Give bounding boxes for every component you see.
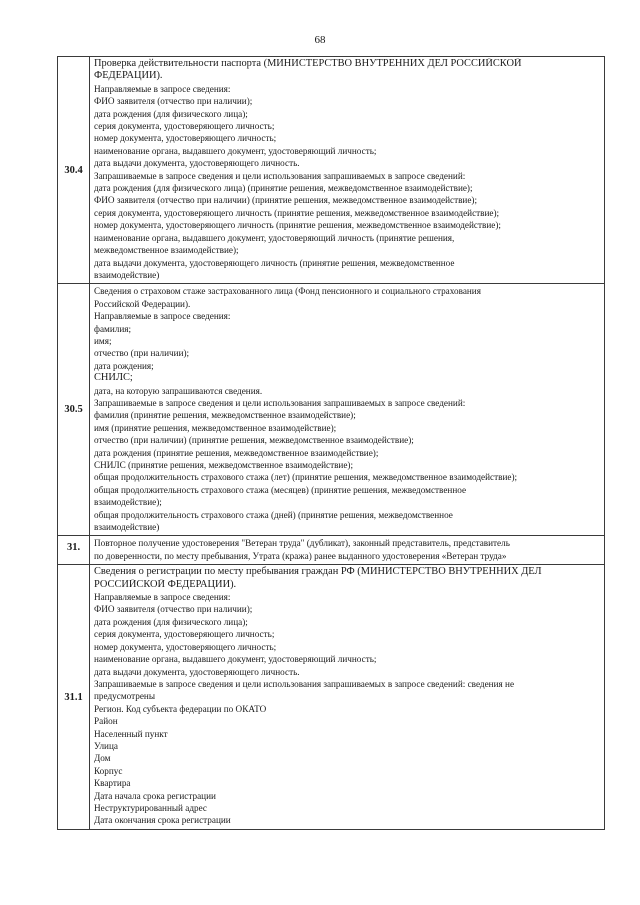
text-line: Запрашиваемые в запросе сведения и цели использования запрашиваемых в запросе сведений:: [94, 170, 466, 181]
text-line: Направляемые в запросе сведения:: [94, 311, 231, 322]
row-content: [90, 565, 605, 830]
row-content: [90, 57, 605, 284]
text-line: наименование органа, выдавшего документ, удостоверяющий личность;: [94, 145, 377, 156]
text-line: отчество (при наличии);: [94, 348, 190, 359]
row-number: 30.5: [58, 284, 90, 536]
text-line: СНИЛС;: [94, 372, 133, 384]
text-line: ФИО заявителя (отчество при наличии);: [94, 604, 253, 615]
services-table: [57, 56, 605, 830]
text-line: Район: [94, 716, 118, 727]
text-line: дата выдачи документа, удостоверяющего личность.: [94, 158, 300, 169]
row-number: 30.4: [58, 57, 90, 284]
text-line: ФИО заявителя (отчество при наличии);: [94, 96, 253, 107]
text-line: межведомственное взаимодействие);: [94, 245, 239, 256]
text-line: наименование органа, выдавшего документ, удостоверяющий личность;: [94, 654, 377, 665]
table-row: [58, 57, 605, 284]
table-row: [58, 565, 605, 830]
text-line: общая продолжительность страхового стажа (месяцев) (принятие решения, межведомственное: [94, 484, 467, 495]
text-line: Корпус: [94, 765, 123, 776]
text-line: Проверка действительности паспорта (МИНИСТЕРСТВО ВНУТРЕННИХ ДЕЛ РОССИЙСКОЙ: [94, 58, 522, 69]
text-line: общая продолжительность страхового стажа (лет) (принятие решения, межведомственное взаимодействие);: [94, 472, 518, 483]
text-line: по доверенности, по месту пребывания, Утрата (кража) ранее выданного удостоверения «Ветеран труда»: [94, 550, 507, 561]
row-content: [90, 284, 605, 536]
text-line: Направляемые в запросе сведения:: [94, 592, 231, 603]
text-line: имя;: [94, 335, 112, 346]
text-line: серия документа, удостоверяющего личность;: [94, 121, 275, 132]
text-line: дата рождения (для физического лица) (принятие решения, межведомственное взаимодействие);: [94, 183, 473, 194]
text-line: дата рождения;: [94, 360, 154, 371]
text-line: общая продолжительность страхового стажа (дней) (принятие решения, межведомственное: [94, 509, 453, 520]
text-line: дата выдачи документа, удостоверяющего личность (принятие решения, межведомственное: [94, 257, 455, 268]
text-line: ФИО заявителя (отчество при наличии) (принятие решения, межведомственное взаимодействие);: [94, 195, 478, 206]
text-line: дата выдачи документа, удостоверяющего личность.: [94, 666, 300, 677]
text-line: имя (принятие решения, межведомственное взаимодействие);: [94, 422, 337, 433]
text-line: Повторное получение удостоверения "Ветеран труда" (дубликат), законный представитель, представитель: [94, 538, 510, 549]
text-line: дата рождения (принятие решения, межведомственное взаимодействие);: [94, 447, 379, 458]
text-line: РОССИЙСКОЙ ФЕДЕРАЦИИ).: [94, 578, 237, 590]
text-line: Населенный пункт: [94, 728, 168, 739]
text-line: СНИЛС (принятие решения, межведомственное взаимодействие);: [94, 460, 354, 470]
text-line: Российской Федерации).: [94, 298, 191, 309]
text-line: взаимодействие): [94, 269, 160, 280]
text-line: Запрашиваемые в запросе сведения и цели использования запрашиваемых в запросе сведений: сведения не: [94, 678, 515, 689]
text-line: Дата начала срока регистрации: [94, 790, 216, 801]
text-line: серия документа, удостоверяющего личность;: [94, 629, 275, 640]
text-line: Улица: [94, 740, 118, 751]
text-line: серия документа, удостоверяющего личность (принятие решения, межведомственное взаимодействие);: [94, 207, 500, 218]
text-line: отчество (при наличии) (принятие решения, межведомственное взаимодействие);: [94, 435, 414, 446]
text-line: Регион. Код субъекта федерации по ОКАТО: [94, 703, 267, 714]
text-line: Дом: [94, 753, 111, 764]
text-line: дата, на которую запрашиваются сведения.: [94, 385, 263, 396]
text-line: фамилия;: [94, 323, 132, 334]
text-line: наименование органа, выдавшего документ, удостоверяющий личность (принятие решения,: [94, 232, 455, 243]
text-line: Квартира: [94, 778, 131, 789]
text-line: номер документа, удостоверяющего личность;: [94, 133, 277, 144]
text-line: Сведения о страховом стаже застрахованного лица (Фонд пенсионного и социального страхования: [94, 286, 481, 297]
page-number: 68: [314, 34, 326, 46]
text-line: дата рождения (для физического лица);: [94, 108, 248, 119]
text-line: взаимодействие): [94, 522, 160, 533]
text-line: Запрашиваемые в запросе сведения и цели использования запрашиваемых в запросе сведений:: [94, 397, 466, 408]
text-line: Направляемые в запросе сведения:: [94, 83, 231, 94]
table-row: [58, 284, 605, 536]
row-content: [90, 536, 605, 565]
text-line: Сведения о регистрации по месту пребывания граждан РФ (МИНИСТЕРСТВО ВНУТРЕННИХ ДЕЛ: [94, 566, 542, 578]
text-line: Неструктурированный адрес: [94, 802, 207, 813]
text-line: ФЕДЕРАЦИИ).: [94, 70, 163, 82]
table-row: [58, 536, 605, 565]
row-number: 31.: [58, 536, 90, 565]
text-line: Дата окончания срока регистрации: [94, 815, 231, 826]
text-line: взаимодействие);: [94, 497, 162, 508]
text-line: дата рождения (для физического лица);: [94, 616, 248, 627]
row-number: 31.1: [58, 565, 90, 830]
text-line: предусмотрены: [94, 691, 155, 702]
text-line: фамилия (принятие решения, межведомственное взаимодействие);: [94, 410, 356, 421]
text-line: номер документа, удостоверяющего личность;: [94, 641, 277, 652]
text-line: номер документа, удостоверяющего личность (принятие решения, межведомственное взаимодействие);: [94, 220, 501, 231]
